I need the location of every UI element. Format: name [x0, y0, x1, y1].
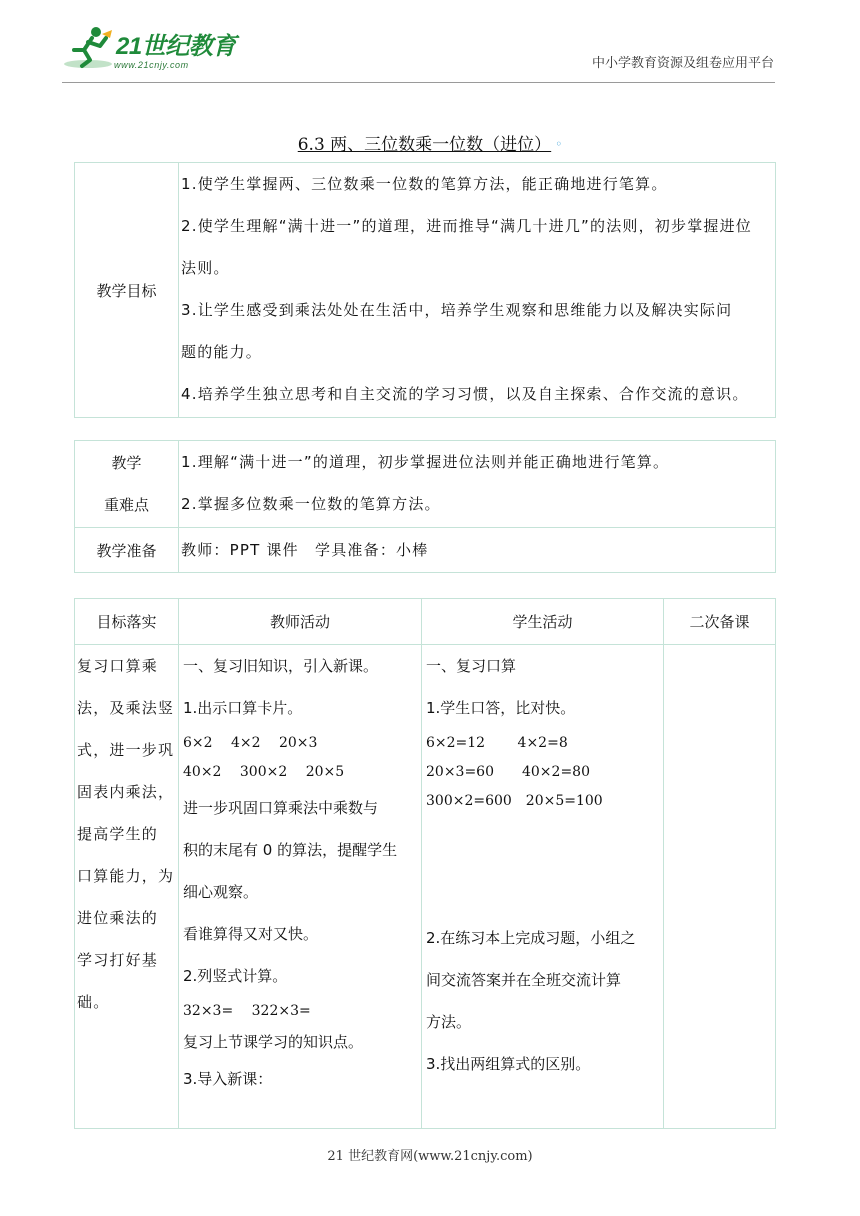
key-point-line: 2.掌握多位数乘一位数的笔算方法。 — [181, 495, 441, 513]
teacher-line: 复习上节课学习的知识点。 — [183, 1033, 364, 1051]
goal-line: 复习口算乘 — [77, 657, 159, 675]
goal-line: 口算能力，为 — [77, 867, 175, 885]
teacher-sums: 32×3= 322×3= — [183, 1003, 311, 1019]
objective-line: 1.使学生掌握两、三位数乘一位数的笔算方法，能正确地进行笔算。 — [181, 175, 668, 193]
teacher-line: 3.导入新课： — [183, 1070, 273, 1088]
goal-line: 提高学生的 — [77, 825, 159, 843]
key-points-label-line2: 重难点 — [103, 496, 149, 514]
goal-line: 式，进一步巩 — [77, 741, 175, 759]
site-logo — [62, 24, 237, 76]
key-points-table — [74, 440, 776, 573]
logo-text: 21世纪教育 — [116, 33, 236, 60]
header-goal: 目标落实 — [75, 599, 179, 645]
student-spacer — [422, 816, 663, 917]
student-line: 2.在练习本上完成习题，小组之 — [426, 929, 636, 947]
prep-content — [179, 528, 776, 573]
teacher-line: 看谁算得又对又快。 — [183, 925, 319, 943]
objective-line: 2.使学生理解“满十进一”的道理，进而推导“满几十进几”的法则，初步掌握进位 — [181, 217, 752, 235]
student-line: 一、复习口算 — [426, 657, 517, 675]
revision-cell — [664, 645, 776, 1129]
objective-line: 法则。 — [181, 259, 230, 277]
key-points-content — [179, 441, 776, 528]
student-line: 方法。 — [426, 1013, 472, 1031]
teacher-line: 2.列竖式计算。 — [183, 967, 288, 985]
teacher-cell — [179, 645, 422, 1129]
logo-url: www.21cnjy.com — [114, 60, 189, 70]
header-teacher: 教师活动 — [179, 599, 422, 645]
header-revision: 二次备课 — [664, 599, 776, 645]
goal-line: 础。 — [77, 993, 110, 1011]
student-answers: 6×2=12 4×2=8 — [426, 735, 568, 751]
student-answers: 20×3=60 40×2=80 — [426, 764, 590, 780]
platform-name: 中小学教育资源及组卷应用平台 — [591, 56, 774, 71]
objectives-content — [179, 163, 776, 418]
objectives-table — [74, 162, 776, 418]
objective-line: 4.培养学生独立思考和自主交流的学习习惯，以及自主探索、合作交流的意识。 — [181, 385, 749, 403]
key-point-line: 1.理解“满十进一”的道理，初步掌握进位法则并能正确地进行笔算。 — [181, 453, 670, 471]
key-points-label-line1: 教学 — [111, 454, 142, 472]
goal-line: 法，及乘法竖 — [77, 699, 175, 717]
teacher-line: 一、复习旧知识，引入新课。 — [183, 657, 379, 675]
header-divider — [62, 82, 775, 83]
student-line: 1.学生口答，比对快。 — [426, 699, 576, 717]
teacher-line: 积的末尾有 0 的算法，提醒学生 — [183, 841, 398, 859]
lesson-title — [0, 130, 860, 155]
teacher-sums: 6×2 4×2 20×3 — [183, 735, 318, 751]
lesson-title-text: 6.3 两、三位数乘一位数（进位） — [297, 135, 552, 155]
teacher-sums: 40×2 300×2 20×5 — [183, 764, 345, 780]
goal-line: 学习打好基 — [77, 951, 159, 969]
goal-line: 进位乘法的 — [77, 909, 159, 927]
key-points-label — [75, 441, 179, 528]
header-student: 学生活动 — [422, 599, 664, 645]
objectives-label: 教学目标 — [75, 163, 179, 418]
goal-line: 固表内乘法， — [77, 783, 175, 801]
objective-line: 3.让学生感受到乘法处处在生活中，培养学生观察和思维能力以及解决实际问 — [181, 301, 733, 319]
teacher-line: 进一步巩固口算乘法中乘数与 — [183, 799, 379, 817]
student-answers: 300×2=600 20×5=100 — [426, 793, 603, 809]
student-line: 间交流答案并在全班交流计算 — [426, 971, 622, 989]
objective-line: 题的能力。 — [181, 343, 263, 361]
teacher-line: 细心观察。 — [183, 883, 259, 901]
title-dot-icon: ◦ — [555, 137, 563, 151]
student-cell — [422, 645, 664, 1129]
goal-cell — [75, 645, 179, 1129]
runner-logo-icon — [62, 24, 116, 72]
prep-label: 教学准备 — [75, 528, 179, 573]
activities-table — [74, 598, 776, 1129]
page-header — [0, 0, 860, 90]
prep-text: 教师：PPT 课件 学具准备：小棒 — [181, 541, 429, 559]
page-footer: 21 世纪教育网(www.21cnjy.com) — [327, 1149, 533, 1164]
student-line: 3.找出两组算式的区别。 — [426, 1055, 591, 1073]
teacher-line: 1.出示口算卡片。 — [183, 699, 303, 717]
